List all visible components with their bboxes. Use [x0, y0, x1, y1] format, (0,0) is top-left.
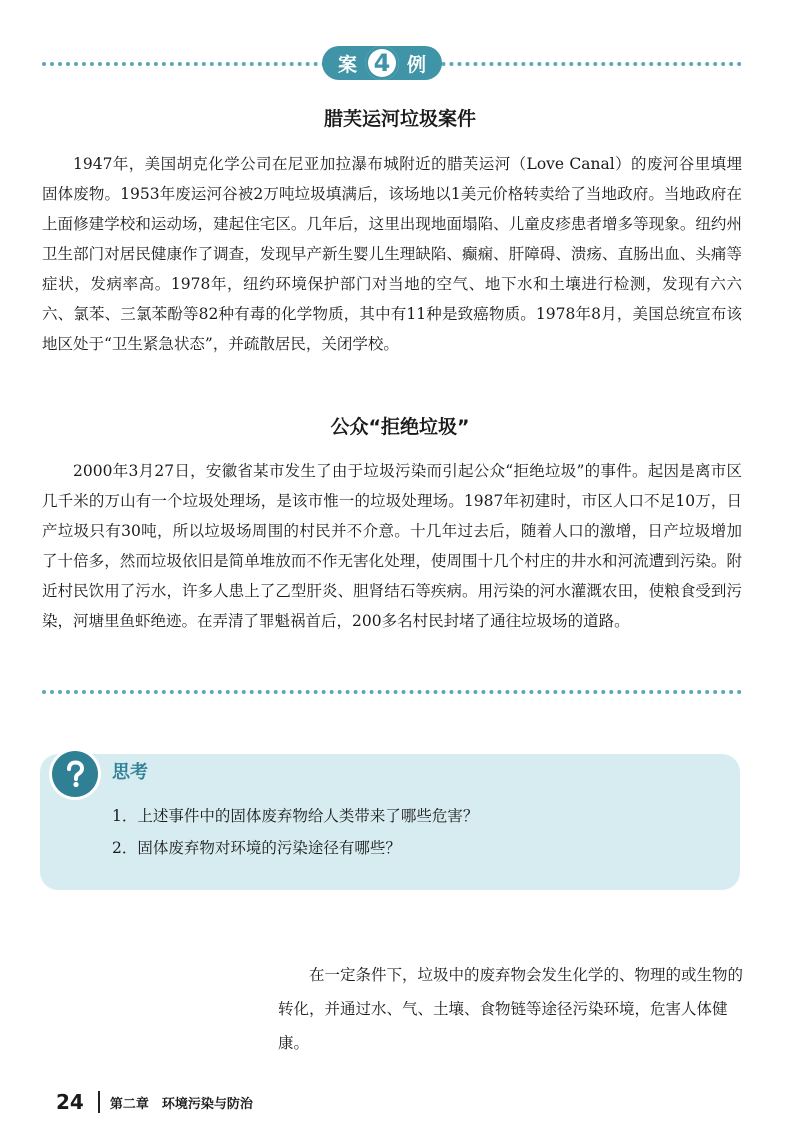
footer-separator	[98, 1091, 100, 1113]
bottom-dotted-divider	[42, 690, 742, 694]
question-mark-icon	[52, 751, 98, 797]
section-title-refuse-garbage: 公众“拒绝垃圾”	[330, 416, 470, 438]
think-question-list	[112, 800, 478, 864]
margin-note: 在一定条件下，垃圾中的废弃物会发生化学的、物理的或生物的转化，并通过水、气、土壤、食物链等途径污染环境，危害人体健康。	[278, 966, 744, 1052]
case-banner-prefix: 案	[337, 53, 357, 76]
think-question-item: 1．上述事件中的固体废弃物给人类带来了哪些危害？	[112, 807, 479, 825]
section-body-love-canal: 1947年，美国胡克化学公司在尼亚加拉瀑布城附近的腊芙运河（Love Canal）的废河谷里填埋固体废物。1953年废运河谷被2万吨垃圾填满后，该场地以1美元价格转卖给了当地政府。当地政府在上面修建学校和运动场，建起住宅区。几年后，这里出现地面塌陷、儿童皮疹患者增多等现象。纽约州卫生部门对居民健康作了调查，发现早产新生婴儿生理缺陷、癫痫、肝障碍、溃疡、直肠出血、头痛等症状，发病率高。1978年，纽约环境保护部门对当地的空气、地下水和土壤进行检测，发现有六六六、氯苯、三氯苯酚等82种有毒的化学物质，其中有11种是致癌物质。1978年8月，美国总统宣布该地区处于“卫生紧急状态”，并疏散居民，关闭学校。	[42, 155, 742, 353]
section-title-love-canal: 腊芙运河垃圾案件	[323, 108, 476, 130]
think-question-item: 2．固体废弃物对环境的污染途径有哪些？	[112, 839, 401, 857]
case-banner	[322, 46, 442, 80]
section-body-refuse-garbage: 2000年3月27日，安徽省某市发生了由于垃圾污染而引起公众“拒绝垃圾”的事件。起因是离市区几千米的万山有一个垃圾处理场，是该市惟一的垃圾处理场。1987年初建时，市区人口不足10万，日产垃圾只有30吨，所以垃圾场周围的村民并不介意。十几年过去后，随着人口的激增，日产垃圾增加了十倍多，然而垃圾依旧是简单堆放而不作无害化处理，使周围十几个村庄的井水和河流遭到污染。附近村民饮用了污水，许多人患上了乙型肝炎、胆肾结石等疾病。用污染的河水灌溉农田，使粮食受到污染，河塘里鱼虾绝迹。在弄清了罪魁祸首后，200多名村民封堵了通往垃圾场的道路。	[42, 462, 742, 630]
case-banner-number: 4	[365, 46, 399, 80]
page-footer	[56, 1090, 253, 1114]
case-banner-suffix: 例	[407, 53, 427, 76]
think-title: 思考	[112, 762, 148, 783]
page-number: 24	[56, 1090, 84, 1114]
chapter-title: 第二章 环境污染与防治	[109, 1096, 253, 1112]
